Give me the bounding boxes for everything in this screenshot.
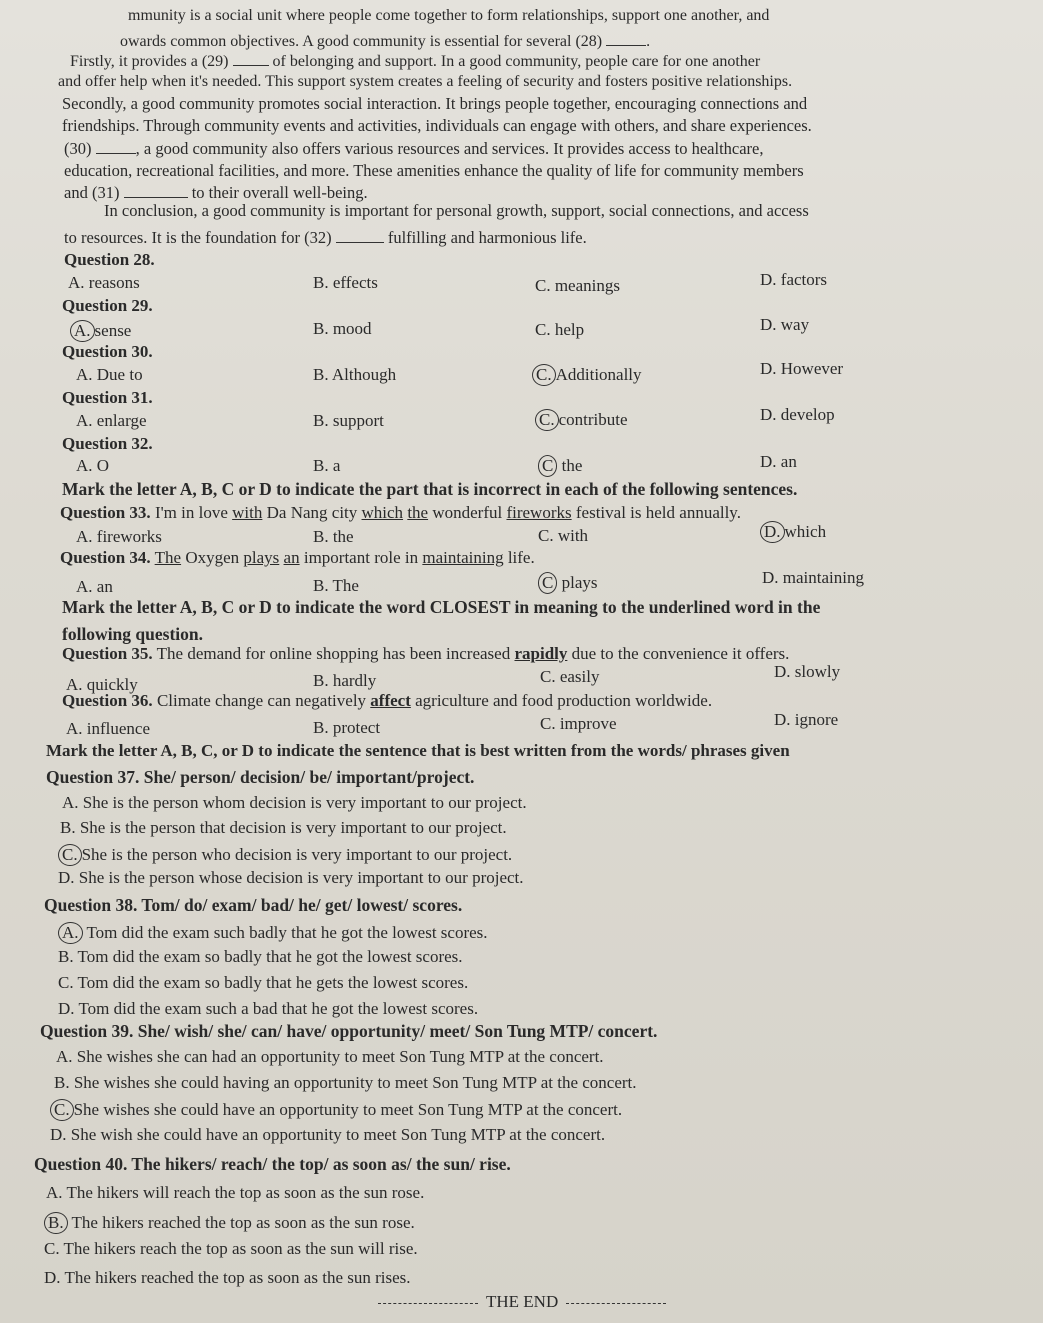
option-d[interactable]: D. However — [760, 359, 844, 378]
option-d[interactable]: D. ignore — [774, 710, 839, 729]
question-title: Question 37. She/ person/ decision/ be/ important/project. — [46, 767, 475, 787]
option-c[interactable]: C plays — [538, 572, 597, 594]
option-c[interactable]: C. with — [538, 526, 589, 545]
option-b[interactable]: B. Tom did the exam so badly that he got the lowest scores. — [58, 947, 463, 966]
option-d[interactable]: D. She wish she could have an opportunity to meet Son Tung MTP at the concert. — [50, 1125, 606, 1144]
passage-line: and (31) to their overall well-being. — [64, 183, 368, 202]
passage-line: In conclusion, a good community is important for personal growth, support, social connections, and access — [104, 201, 809, 220]
option-c[interactable]: C. The hikers reach the top as soon as the sun will rise. — [44, 1239, 418, 1258]
section-instruction: Mark the letter A, B, C or D to indicate the word CLOSEST in meaning to the underlined word in the — [62, 597, 821, 617]
option-a[interactable]: A. Due to — [76, 365, 143, 384]
option-d[interactable]: D. The hikers reached the top as soon as the sun rises. — [44, 1268, 411, 1287]
answer-circle: C. — [535, 409, 559, 431]
option-c[interactable]: C. improve — [540, 714, 617, 733]
option-c[interactable]: C. She is the person who decision is very important to our project. — [58, 844, 512, 866]
option-a[interactable]: A. enlarge — [76, 411, 147, 430]
answer-circle: B. — [44, 1212, 68, 1234]
option-b[interactable]: B. hardly — [313, 671, 377, 690]
answer-circle: C — [538, 455, 557, 477]
option-b[interactable]: B. She is the person that decision is very important to our project. — [60, 818, 507, 837]
option-c[interactable]: C. She wishes she could have an opportunity to meet Son Tung MTP at the concert. — [50, 1099, 622, 1121]
passage-line: (30) , a good community also offers various resources and services. It provides access to healthcare, — [64, 139, 764, 158]
question-title: Question 30. — [62, 342, 153, 361]
passage-line: education, recreational facilities, and more. These amenities enhance the quality of life for community members — [64, 161, 804, 180]
option-d[interactable]: D. factors — [760, 270, 828, 289]
option-b[interactable]: B. mood — [313, 319, 372, 338]
option-b[interactable]: B. The — [313, 576, 359, 595]
option-a[interactable]: A. She wishes she can had an opportunity to meet Son Tung MTP at the concert. — [56, 1047, 604, 1066]
question-title: Question 31. — [62, 388, 153, 407]
question-title: Question 29. — [62, 296, 153, 315]
question-sentence: Question 35. The demand for online shopping has been increased rapidly due to the convenience it offers. — [62, 644, 790, 663]
passage-line: Secondly, a good community promotes social interaction. It brings people together, encouraging connections and — [62, 94, 808, 113]
option-c[interactable]: C. Tom did the exam so badly that he gets the lowest scores. — [58, 973, 469, 992]
option-b[interactable]: B. The hikers reached the top as soon as the sun rose. — [44, 1212, 415, 1234]
option-c[interactable]: C the — [538, 455, 582, 477]
answer-circle: D. — [760, 521, 785, 543]
section-instruction: Mark the letter A, B, C, or D to indicate the sentence that is best written from the words/ phrases given — [46, 741, 790, 760]
passage-line: to resources. It is the foundation for (32) fulfilling and harmonious life. — [64, 228, 587, 247]
option-d[interactable]: D. Tom did the exam such a bad that he got the lowest scores. — [58, 999, 479, 1018]
option-c[interactable]: C. easily — [540, 667, 600, 686]
question-title: Question 32. — [62, 434, 153, 453]
option-b[interactable]: B. a — [313, 456, 341, 475]
question-sentence: Question 36. Climate change can negatively affect agriculture and food production worldwide. — [62, 691, 713, 710]
option-c[interactable]: C. help — [535, 320, 585, 339]
option-d[interactable]: D. maintaining — [762, 568, 864, 587]
section-instruction: Mark the letter A, B, C or D to indicate the part that is incorrect in each of the following sentences. — [62, 479, 798, 499]
question-title: Question 40. The hikers/ reach/ the top/ as soon as/ the sun/ rise. — [34, 1154, 511, 1174]
option-d[interactable]: D. slowly — [774, 662, 841, 681]
passage-line: and offer help when it's needed. This support system creates a feeling of security and fosters positive relationships. — [58, 73, 793, 90]
option-c[interactable]: C. Additionally — [532, 364, 642, 386]
question-sentence: Question 33. I'm in love with Da Nang city which the wonderful fireworks festival is held annually. — [60, 503, 741, 522]
option-a[interactable]: A. sense — [70, 320, 131, 342]
option-a[interactable]: A. fireworks — [76, 527, 162, 546]
option-d[interactable]: D. way — [760, 315, 810, 334]
answer-circle: C. — [50, 1099, 74, 1121]
option-a[interactable]: A. Tom did the exam such badly that he got the lowest scores. — [58, 922, 488, 944]
passage-line: Firstly, it provides a (29) of belonging and support. In a good community, people care for one another — [70, 53, 761, 70]
option-b[interactable]: B. effects — [313, 273, 378, 292]
answer-circle: C — [538, 572, 557, 594]
option-c[interactable]: C. meanings — [535, 276, 620, 295]
answer-circle: C. — [532, 364, 556, 386]
option-d[interactable]: D. develop — [760, 405, 835, 424]
question-title: Question 38. Tom/ do/ exam/ bad/ he/ get/ lowest/ scores. — [44, 895, 463, 915]
passage-line: owards common objectives. A good community is essential for several (28) . — [120, 33, 651, 50]
section-instruction: following question. — [62, 624, 203, 644]
question-title: Question 39. She/ wish/ she/ can/ have/ opportunity/ meet/ Son Tung MTP/ concert. — [40, 1021, 658, 1041]
option-b[interactable]: B. She wishes she could having an opportunity to meet Son Tung MTP at the concert. — [54, 1073, 637, 1092]
option-d[interactable]: D. which — [760, 521, 826, 543]
option-d[interactable]: D. She is the person whose decision is very important to our project. — [58, 868, 524, 887]
option-a[interactable]: A. an — [76, 577, 113, 596]
answer-circle: A. — [70, 320, 95, 342]
passage-line: mmunity is a social unit where people come together to form relationships, support one another, and — [128, 7, 770, 24]
option-a[interactable]: A. reasons — [68, 273, 140, 292]
option-a[interactable]: A. influence — [66, 719, 151, 738]
option-a[interactable]: A. quickly — [66, 675, 138, 694]
option-a[interactable]: A. O — [76, 456, 110, 475]
question-sentence: Question 34. The Oxygen plays an important role in maintaining life. — [60, 548, 535, 567]
question-title: Question 28. — [64, 250, 155, 269]
option-a[interactable]: A. The hikers will reach the top as soon as the sun rose. — [46, 1183, 425, 1202]
answer-circle: C. — [58, 844, 82, 866]
end-marker: THE END — [370, 1292, 674, 1312]
answer-circle: A. — [58, 922, 83, 944]
option-c[interactable]: C. contribute — [535, 409, 628, 431]
passage-line: friendships. Through community events and activities, individuals can engage with others, and share experiences. — [62, 116, 812, 135]
option-a[interactable]: A. She is the person whom decision is very important to our project. — [62, 793, 527, 812]
option-b[interactable]: B. the — [313, 527, 354, 546]
option-b[interactable]: B. support — [313, 411, 384, 430]
option-b[interactable]: B. Although — [313, 365, 397, 384]
option-b[interactable]: B. protect — [313, 718, 381, 737]
option-d[interactable]: D. an — [760, 452, 797, 471]
